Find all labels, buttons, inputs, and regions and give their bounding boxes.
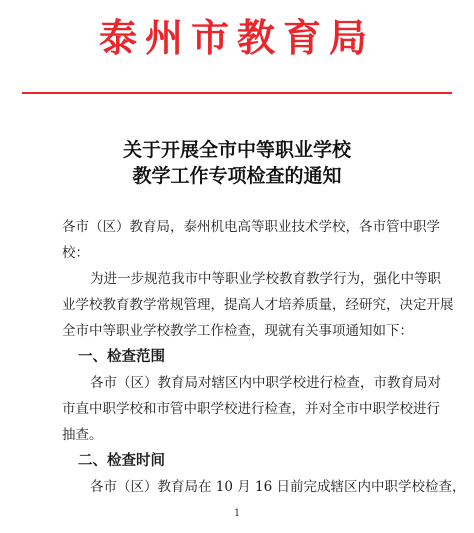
intro-line-2: 业学校教育教学常规管理，提高人才培养质量，经研究，决定开展 [62,297,454,313]
section2-line-1: 各市（区）教育局在 10 月 16 日前完成辖区内中职学校检查， [90,479,466,495]
section-heading-time: 二、检查时间 [78,452,165,469]
section1-line-3: 抽查。 [62,427,103,443]
section1-line-1: 各市（区）教育局对辖区内中职学校进行检查，市教育局对 [90,375,441,391]
document-title-line-2: 教学工作专项检查的通知 [132,165,342,187]
intro-line-1: 为进一步规范我市中等职业学校教育教学行为，强化中等职 [90,271,441,287]
intro-line-3: 全市中等职业学校教学工作检查，现就有关事项通知如下： [62,323,413,339]
page-number: 1 [233,508,241,519]
section1-line-2: 市直中职学校和市管中职学校进行检查，并对全市中职学校进行 [62,401,440,417]
section-heading-scope: 一、检查范围 [78,348,165,365]
letterhead-red-rule [22,92,452,94]
addressee-line-2: 校： [62,245,89,261]
addressee-line-1: 各市（区）教育局，泰州机电高等职业技术学校，各市管中职学 [62,219,440,235]
agency-letterhead: 泰州市教育局 [98,16,375,60]
document-title-line-1: 关于开展全市中等职业学校 [122,139,351,161]
